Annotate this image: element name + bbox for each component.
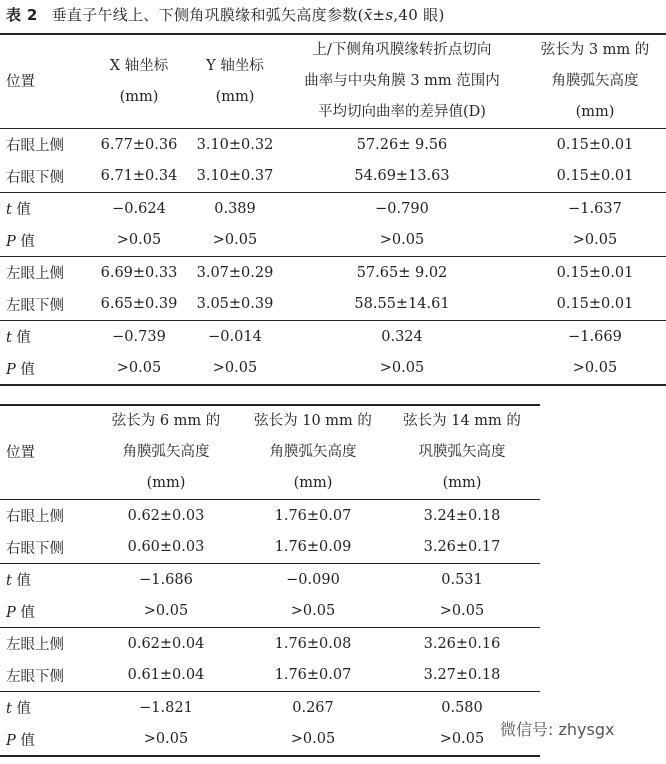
row-position-cell (0, 660, 90, 692)
row-position-cell (0, 321, 88, 353)
table-cell: 0.15±0.01 (556, 264, 634, 281)
table-cell: >0.05 (212, 232, 258, 249)
caption-text: 垂直子午线上、下侧角巩膜缘和弧矢高度参数( (51, 6, 364, 24)
table-cell: 3.05±0.39 (196, 296, 274, 313)
table-cell: 3.27±0.18 (423, 667, 501, 684)
row-position-cell (0, 193, 88, 225)
table-row (0, 289, 666, 321)
statistic-symbol: t (6, 330, 12, 347)
table-cell: −1.669 (568, 328, 622, 345)
table-cell: 0.531 (441, 571, 483, 588)
caption-stat: x̄±s (363, 6, 394, 24)
table-1-body (0, 129, 666, 385)
table-cell: >0.05 (116, 360, 162, 376)
table-row (0, 225, 666, 257)
table-cell: −1.686 (139, 571, 193, 588)
table-cell: >0.05 (290, 603, 336, 620)
table-cell: −0.014 (208, 328, 262, 345)
row-position-label: 值 (11, 573, 31, 590)
table-cell: 3.24±0.18 (423, 507, 501, 524)
table-cell: >0.05 (379, 232, 425, 249)
caption-suffix: ,40 眼) (393, 6, 445, 24)
table-cell: 0.15±0.01 (556, 168, 634, 185)
table-cell: 6.77±0.36 (100, 136, 178, 153)
table-cell: 0.15±0.01 (556, 136, 634, 153)
row-position-label: 值 (11, 330, 31, 347)
table-caption (6, 4, 445, 26)
table-1-header-row (0, 34, 666, 129)
table-row (0, 161, 666, 193)
table-row (0, 660, 540, 692)
row-position-cell (0, 289, 88, 321)
row-position-cell (0, 724, 90, 756)
header-y-coordinate: Y 轴坐标 (mm) (206, 57, 264, 105)
row-position-label: 值 (15, 361, 35, 378)
table-cell: >0.05 (116, 232, 162, 249)
row-position-cell (0, 500, 90, 532)
table-2-body (0, 500, 540, 756)
table-2 (0, 404, 540, 757)
table-cell: 3.10±0.37 (196, 168, 274, 185)
table-cell: 0.580 (441, 699, 483, 716)
row-position-label: 值 (15, 233, 35, 250)
table-cell: 1.76±0.09 (274, 539, 352, 556)
table-cell: 0.324 (381, 328, 423, 345)
table-cell: 3.07±0.29 (196, 264, 274, 281)
header-x-coordinate: X 轴坐标 (mm) (109, 57, 169, 105)
table-cell: 1.76±0.07 (274, 507, 352, 524)
table-cell: 0.60±0.03 (127, 539, 205, 556)
table-cell: >0.05 (379, 360, 425, 376)
table-cell: >0.05 (212, 360, 258, 376)
table-cell: >0.05 (572, 232, 618, 249)
table-cell: >0.05 (143, 603, 189, 620)
table-cell: 54.69±13.63 (354, 168, 450, 185)
row-position-label: 值 (15, 604, 35, 621)
table-row (0, 129, 666, 161)
row-position-cell (0, 628, 90, 660)
row-position-cell (0, 596, 90, 628)
table-row (0, 724, 540, 756)
table-cell: 0.62±0.04 (127, 635, 205, 652)
table-row (0, 564, 540, 596)
table-cell: 3.10±0.32 (196, 136, 274, 153)
table-cell: −0.090 (286, 571, 340, 588)
table-cell: >0.05 (143, 731, 189, 747)
table-row (0, 596, 540, 628)
row-position-label: 右眼下侧 (6, 540, 64, 557)
row-position-label: 值 (15, 732, 35, 749)
table-cell: 58.55±14.61 (354, 296, 450, 313)
table-cell: 1.76±0.07 (274, 667, 352, 684)
table-cell: >0.05 (439, 731, 485, 747)
table-cell: 57.26± 9.56 (356, 136, 448, 153)
table-cell: >0.05 (572, 360, 618, 376)
table-cell: −0.624 (112, 200, 166, 217)
caption-label: 表 2 (6, 6, 38, 24)
row-position-label: 左眼上侧 (6, 637, 64, 654)
table-row (0, 193, 666, 225)
table-cell: 0.62±0.03 (127, 507, 205, 524)
table-1 (0, 33, 666, 386)
table-row (0, 532, 540, 564)
row-position-label: 左眼下侧 (6, 668, 64, 685)
table-row (0, 257, 666, 289)
header-sagittal-3mm: 弦长为 3 mm 的 角膜弧矢高度 (mm) (540, 42, 650, 120)
row-position-label: 右眼下侧 (6, 169, 64, 186)
row-position-cell (0, 564, 90, 596)
table-row (0, 321, 666, 353)
row-position-cell (0, 225, 88, 257)
table-cell: 57.65± 9.02 (356, 264, 448, 281)
table-cell: −1.821 (139, 699, 193, 716)
statistic-symbol: t (6, 701, 12, 718)
row-position-label: 值 (11, 202, 31, 219)
table-cell: 1.76±0.08 (274, 635, 352, 652)
statistic-symbol: P (6, 361, 16, 378)
header-sagittal-6mm: 弦长为 6 mm 的 角膜弧矢高度 (mm) (111, 413, 221, 491)
row-position-label: 右眼上侧 (6, 138, 64, 155)
table-cell: 3.26±0.16 (423, 635, 501, 652)
statistic-symbol: P (6, 732, 16, 749)
table-cell: −0.790 (375, 200, 429, 217)
header-sagittal-10mm: 弦长为 10 mm 的 角膜弧矢高度 (mm) (254, 413, 372, 491)
table-cell: 6.65±0.39 (100, 296, 178, 313)
row-position-cell (0, 257, 88, 289)
row-position-cell (0, 353, 88, 385)
table-row (0, 353, 666, 385)
table-cell: 3.26±0.17 (423, 539, 501, 556)
statistic-symbol: P (6, 233, 16, 250)
statistic-symbol: P (6, 604, 16, 621)
table-row (0, 628, 540, 660)
row-position-cell (0, 161, 88, 193)
table-cell: 0.389 (214, 200, 256, 217)
table-cell: 0.267 (292, 699, 334, 716)
table-cell: −0.739 (112, 328, 166, 345)
header-curvature-difference: 上/下侧角巩膜缘转折点切向 曲率与中央角膜 3 mm 范围内 平均切向曲率的差异值(D) (304, 42, 500, 120)
table-cell: 6.71±0.34 (100, 168, 178, 185)
row-position-label: 右眼上侧 (6, 509, 64, 526)
table-2-header-row (0, 405, 540, 500)
header-position: 位置 (6, 444, 35, 461)
table-cell: 0.15±0.01 (556, 296, 634, 313)
row-position-label: 值 (11, 701, 31, 718)
table-cell: >0.05 (439, 603, 485, 620)
row-position-cell (0, 532, 90, 564)
statistic-symbol: t (6, 202, 12, 219)
table-row (0, 692, 540, 724)
table-row (0, 500, 540, 532)
row-position-cell (0, 129, 88, 161)
header-position: 位置 (6, 73, 35, 90)
table-cell: >0.05 (290, 731, 336, 747)
watermark-text: 微信号: zhysgx (500, 720, 615, 739)
table-cell: −1.637 (568, 200, 622, 217)
table-cell: 0.61±0.04 (127, 667, 205, 684)
row-position-cell (0, 692, 90, 724)
row-position-label: 左眼下侧 (6, 297, 64, 314)
row-position-label: 左眼上侧 (6, 266, 64, 283)
table-cell: 6.69±0.33 (100, 264, 178, 281)
statistic-symbol: t (6, 573, 12, 590)
header-sagittal-14mm: 弦长为 14 mm 的 巩膜弧矢高度 (mm) (403, 413, 521, 491)
